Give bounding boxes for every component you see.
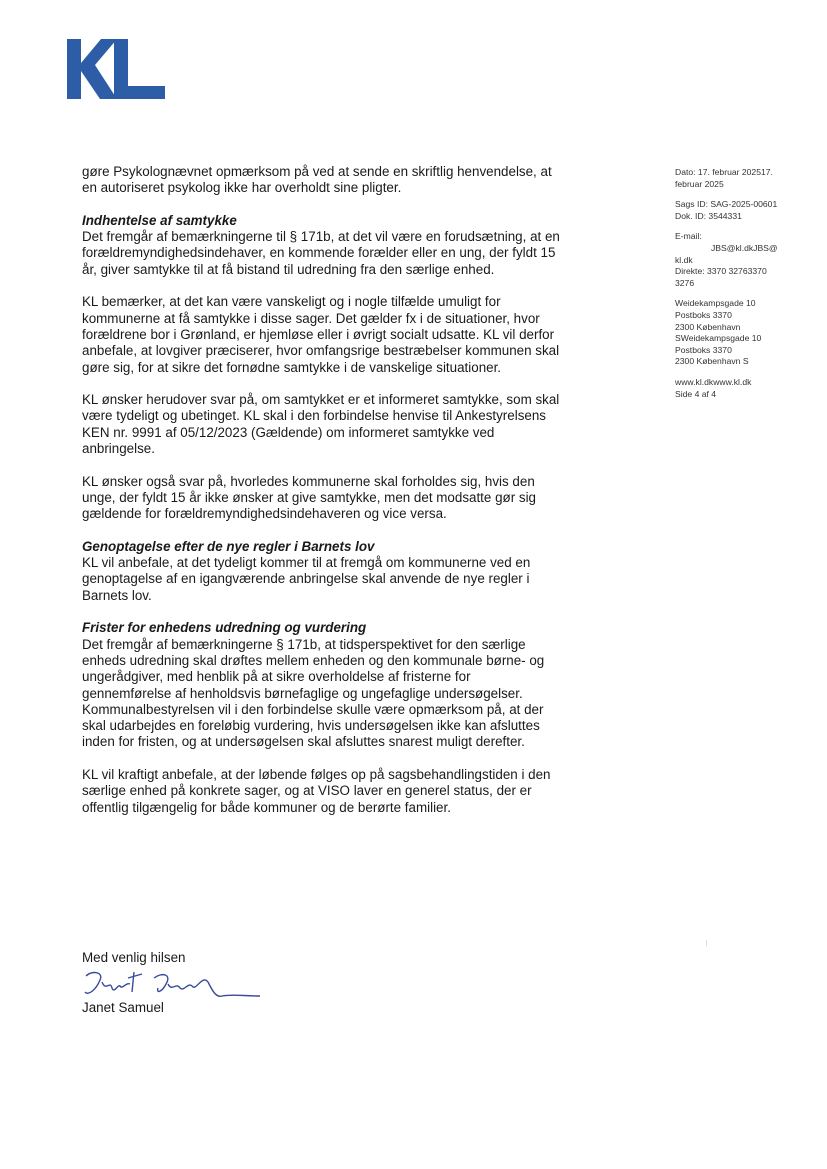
page-number: Side 4 af 4 — [675, 388, 717, 399]
closing-greeting: Med venlig hilsen — [82, 950, 186, 965]
section-heading: Indhentelse af samtykke — [82, 212, 237, 228]
address-line: SWeidekampsgade 10 — [675, 333, 762, 344]
paragraph: KL bemærker, at det kan være vanskeligt og i nogle tilfælde umuligt for kommunerne at få samtykke i disse sager. Det gælder fx i de situationer, hvor forældrene bor i Grønland, er hjemløse eller i øvrigt socialt udsatte. KL vil derfor anbefale, at lovgiver præciserer, hvor omfangsrige bestræbelser kommunen skal gøre sig, for at sikre det fornødne samtykke i de vanskelige situationer. — [82, 294, 560, 375]
address-line: Postboks 3370 — [675, 344, 732, 355]
address-line: 2300 København — [675, 321, 741, 332]
email-value: JBS@kl.dkJBS@ — [711, 242, 778, 253]
paragraph: KL ønsker herudover svar på, om samtykket er et informeret samtykke, som skal være tydeligt og ubetinget. KL skal i den forbindelse henvise til Ankestyrelsens KEN nr. 9991 af 05/12/2023 (Gældende) om informeret samtykke ved anbringelse. — [82, 392, 560, 457]
address-line: Postboks 3370 — [675, 309, 732, 320]
paragraph: KL vil anbefale, at det tydeligt kommer til at fremgå om kommunerne ved en genoptagelse af en igangværende anbringelse skal anvende de nye regler i Barnets lov. — [82, 555, 531, 603]
address-line: Weidekampsgade 10 — [675, 298, 756, 309]
doc-id: Dok. ID: 3544331 — [675, 210, 742, 221]
paragraph: Det fremgår af bemærkningerne § 171b, at tidsperspektivet for den særlige enheds udredning skal drøftes mellem enheden og den kommunale børne- og ungerådgiver, med henblik på at sikre overholdelse af fristerne for gennemførelse af henholdsvis børnefaglige og ungefaglige undersøgelser. Kommunalbestyrelsen vil i den forbindelse skulle være opmærksom på, at der skal udarbejdes en foreløbig vurdering, hvis undersøgelsen ikke kan afsluttes inden for fristen, og at undersøgelsen skal afsluttes snarest muligt derefter. — [82, 636, 545, 750]
direct-phone-cont: 3276 — [675, 277, 695, 288]
scan-mark — [706, 940, 707, 946]
date: Dato: 17. februar 202517. — [675, 167, 773, 177]
kl-logo-icon — [67, 39, 165, 99]
case-id: Sags ID: SAG-2025-00601 — [675, 199, 778, 210]
section-heading: Genoptagelse efter de nye regler i Barnets lov — [82, 538, 375, 554]
paragraph: KL ønsker også svar på, hvorledes kommunerne skal forholdes sig, hvis den unge, der fyldt 15 år ikke ønsker at give samtykke, men det modsatte gør sig gældende for forældremyndighedsindehaveren og vice versa. — [82, 473, 536, 522]
signer-name: Janet Samuel — [82, 1000, 164, 1015]
paragraph: gøre Psykolognævnet opmærksom på ved at sende en skriftlig henvendelse, at en autoriseret psykolog ikke har overholdt sine pligter. — [82, 164, 552, 196]
letter-meta — [675, 167, 800, 409]
direct-phone: Direkte: 3370 32763370 — [675, 266, 767, 277]
address-line: 2300 København S — [675, 356, 749, 367]
paragraph: KL vil kraftigt anbefale, at der løbende følges op på sagsbehandlingstiden i den særlige enhed på konkrete sager, og at VISO laver en generel status, der er offentlig tilgængelig for både kommuner og de berørte familier. — [82, 766, 551, 815]
email-cont: kl.dk — [675, 254, 693, 265]
letter-body — [82, 164, 562, 832]
kl-logo — [67, 39, 165, 99]
website: www.kl.dkwww.kl.dk — [675, 376, 752, 387]
email-label: E-mail: — [675, 231, 702, 242]
paragraph: Det fremgår af bemærkningerne til § 171b, at det vil være en forudsætning, at en forældremyndighedsindehaver, en kommende forælder eller en ung, der fyldt 15 år, giver samtykke til at få bistand til udredning fra den særlige enhed. — [82, 229, 560, 277]
date-cont: februar 2025 — [675, 178, 724, 189]
section-heading: Frister for enhedens udredning og vurdering — [82, 620, 367, 636]
